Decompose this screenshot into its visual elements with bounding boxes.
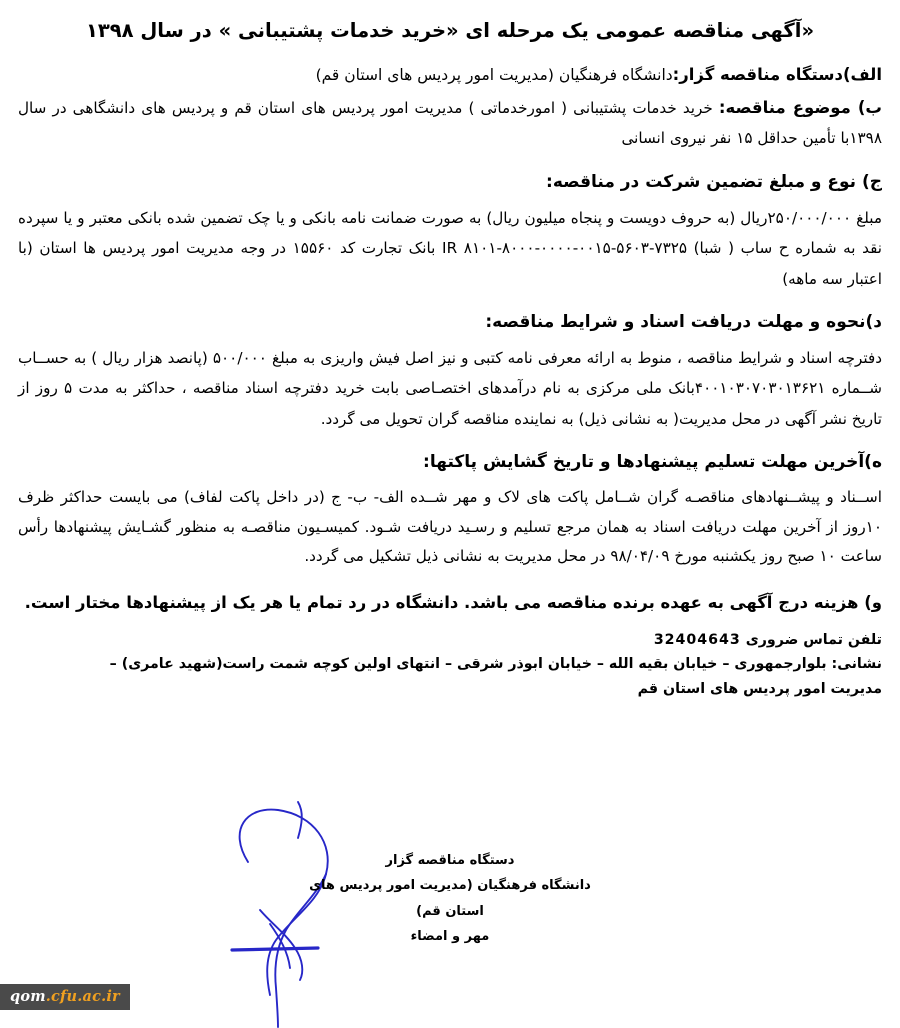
section-a-value: دانشگاه فرهنگیان (مدیریت امور پردیس های استان قم) bbox=[315, 66, 673, 85]
signature-text-block bbox=[300, 848, 600, 949]
contact-address-label: نشانی: bbox=[831, 656, 882, 673]
contact-phone-line bbox=[18, 628, 882, 652]
signature-line-1: دستگاه مناقصه گزار bbox=[385, 853, 515, 868]
section-b-line bbox=[18, 92, 882, 154]
contact-address-line bbox=[18, 652, 882, 701]
site-watermark bbox=[0, 984, 130, 1010]
section-a-label: الف)دستگاه مناقصه گزار: bbox=[672, 65, 882, 85]
contact-phone-number: 32404643 bbox=[653, 631, 741, 648]
section-d-body: دفترچه اسناد و شرایط مناقصه ، منوط به ارائه معرفی نامه کتبی و نیز اصل فیش واریزی به مبلغ ۵۰۰/۰۰۰ (پانصد هزار ریال ) به حســاب شــماره ۴۰۰۱۰۳۰۷۰۳۰۱۳۶۲۱بانک ملی مرکزی به نام درآمدهای اختصـاصی بابت خرید دفترچه اسناد مناقصه ، حداکثر به مدت ۵ روز از تاریخ نشر آگهی در محل مدیریت( به نشانی ذیل) به نماینده مناقصه گران تحویل می گردد. bbox=[18, 348, 883, 428]
section-employer bbox=[18, 61, 882, 90]
section-final-note bbox=[18, 588, 882, 618]
section-subject bbox=[18, 92, 882, 154]
section-c-body: مبلغ ۲۵۰/۰۰۰/۰۰۰ریال (به حروف دویست و پنجاه میلیون ریال) به صورت ضمانت نامه بانکی و یا چک تضمین شده بانکی معتبر و یا سپرده نقد به شماره ح ساب ( شبا) ۷۳۲۵-۵۶۰۳-۰۰۱۵-۰۰۰۰-۸۰۰۰-۸۱۰۱ IR بانک تجارت کد ۱۵۵۶۰ در وجه مدیریت امور پردیس ها استان (با اعتبار سه ماهه) bbox=[18, 208, 882, 288]
section-deadline bbox=[18, 448, 882, 572]
contact-address-value: بلوارجمهوری – خیابان بقیه الله – خیابان ابوذر شرقی – انتهای اولین کوچه شمت راست(شهید عامری) – مدیریت امور پردیس های استان قم bbox=[109, 656, 882, 697]
watermark-prefix: qom bbox=[10, 988, 46, 1005]
section-b-value: خرید خدمات پشتیبانی ( امورخدماتی ) مدیریت امور پردیس های استان قم و پردیس های دانشگاهی در سال ۱۳۹۸با تأمین حداقل ۱۵ نفر نیروی انسانی bbox=[18, 99, 882, 148]
section-e-body: اســناد و پیشــنهادهای مناقصـه گران شــامل پاکت های لاک و مهر شــده الف- ب- ج (در داخل پاکت لفاف) می بایست حداکثر ظرف ۱۰روز از آخرین مهلت دریافت اسناد به همان مرجع تسلیم و رسـید دریافت شـود. کمیسـیون مناقصـه به منظور گشـایش پیشنهادها رأس ساعت ۱۰ صبح روز یکشنبه مورخ ۹۸/۰۴/۰۹ در محل مدیریت به نشانی ذیل تشکیل می گردد. bbox=[18, 488, 882, 566]
section-e-heading: ه)آخرین مهلت تسلیم پیشنهادها و تاریخ گشایش پاکتها: bbox=[423, 452, 882, 473]
section-f-text: و) هزینه درج آگهی به عهده برنده مناقصه می باشد. دانشگاه در رد تمام یا هر یک از پیشنهادها مختار است. bbox=[24, 592, 882, 612]
signature-line-3: مهر و امضاء bbox=[410, 929, 490, 945]
watermark-domain: .cfu.ac.ir bbox=[45, 988, 120, 1005]
section-documents bbox=[18, 308, 882, 434]
signature-line-2: دانشگاه فرهنگیان (مدیریت امور پردیس های استان قم) bbox=[309, 878, 591, 919]
contact-block bbox=[18, 628, 882, 701]
page-title: «آگهی مناقصه عمومی یک مرحله ای «خرید خدمات پشتیبانی » در سال ۱۳۹۸ bbox=[85, 19, 815, 42]
contact-phone-label: تلفن تماس ضروری bbox=[745, 631, 882, 648]
section-guarantee bbox=[18, 168, 882, 294]
section-b-label: ب) موضوع مناقصه: bbox=[718, 98, 883, 118]
section-a-line bbox=[18, 61, 882, 90]
section-d-heading: د)نحوه و مهلت دریافت اسناد و شرایط مناقصه: bbox=[485, 312, 882, 333]
section-c-heading: ج) نوع و مبلغ تضمین شرکت در مناقصه: bbox=[546, 171, 882, 192]
